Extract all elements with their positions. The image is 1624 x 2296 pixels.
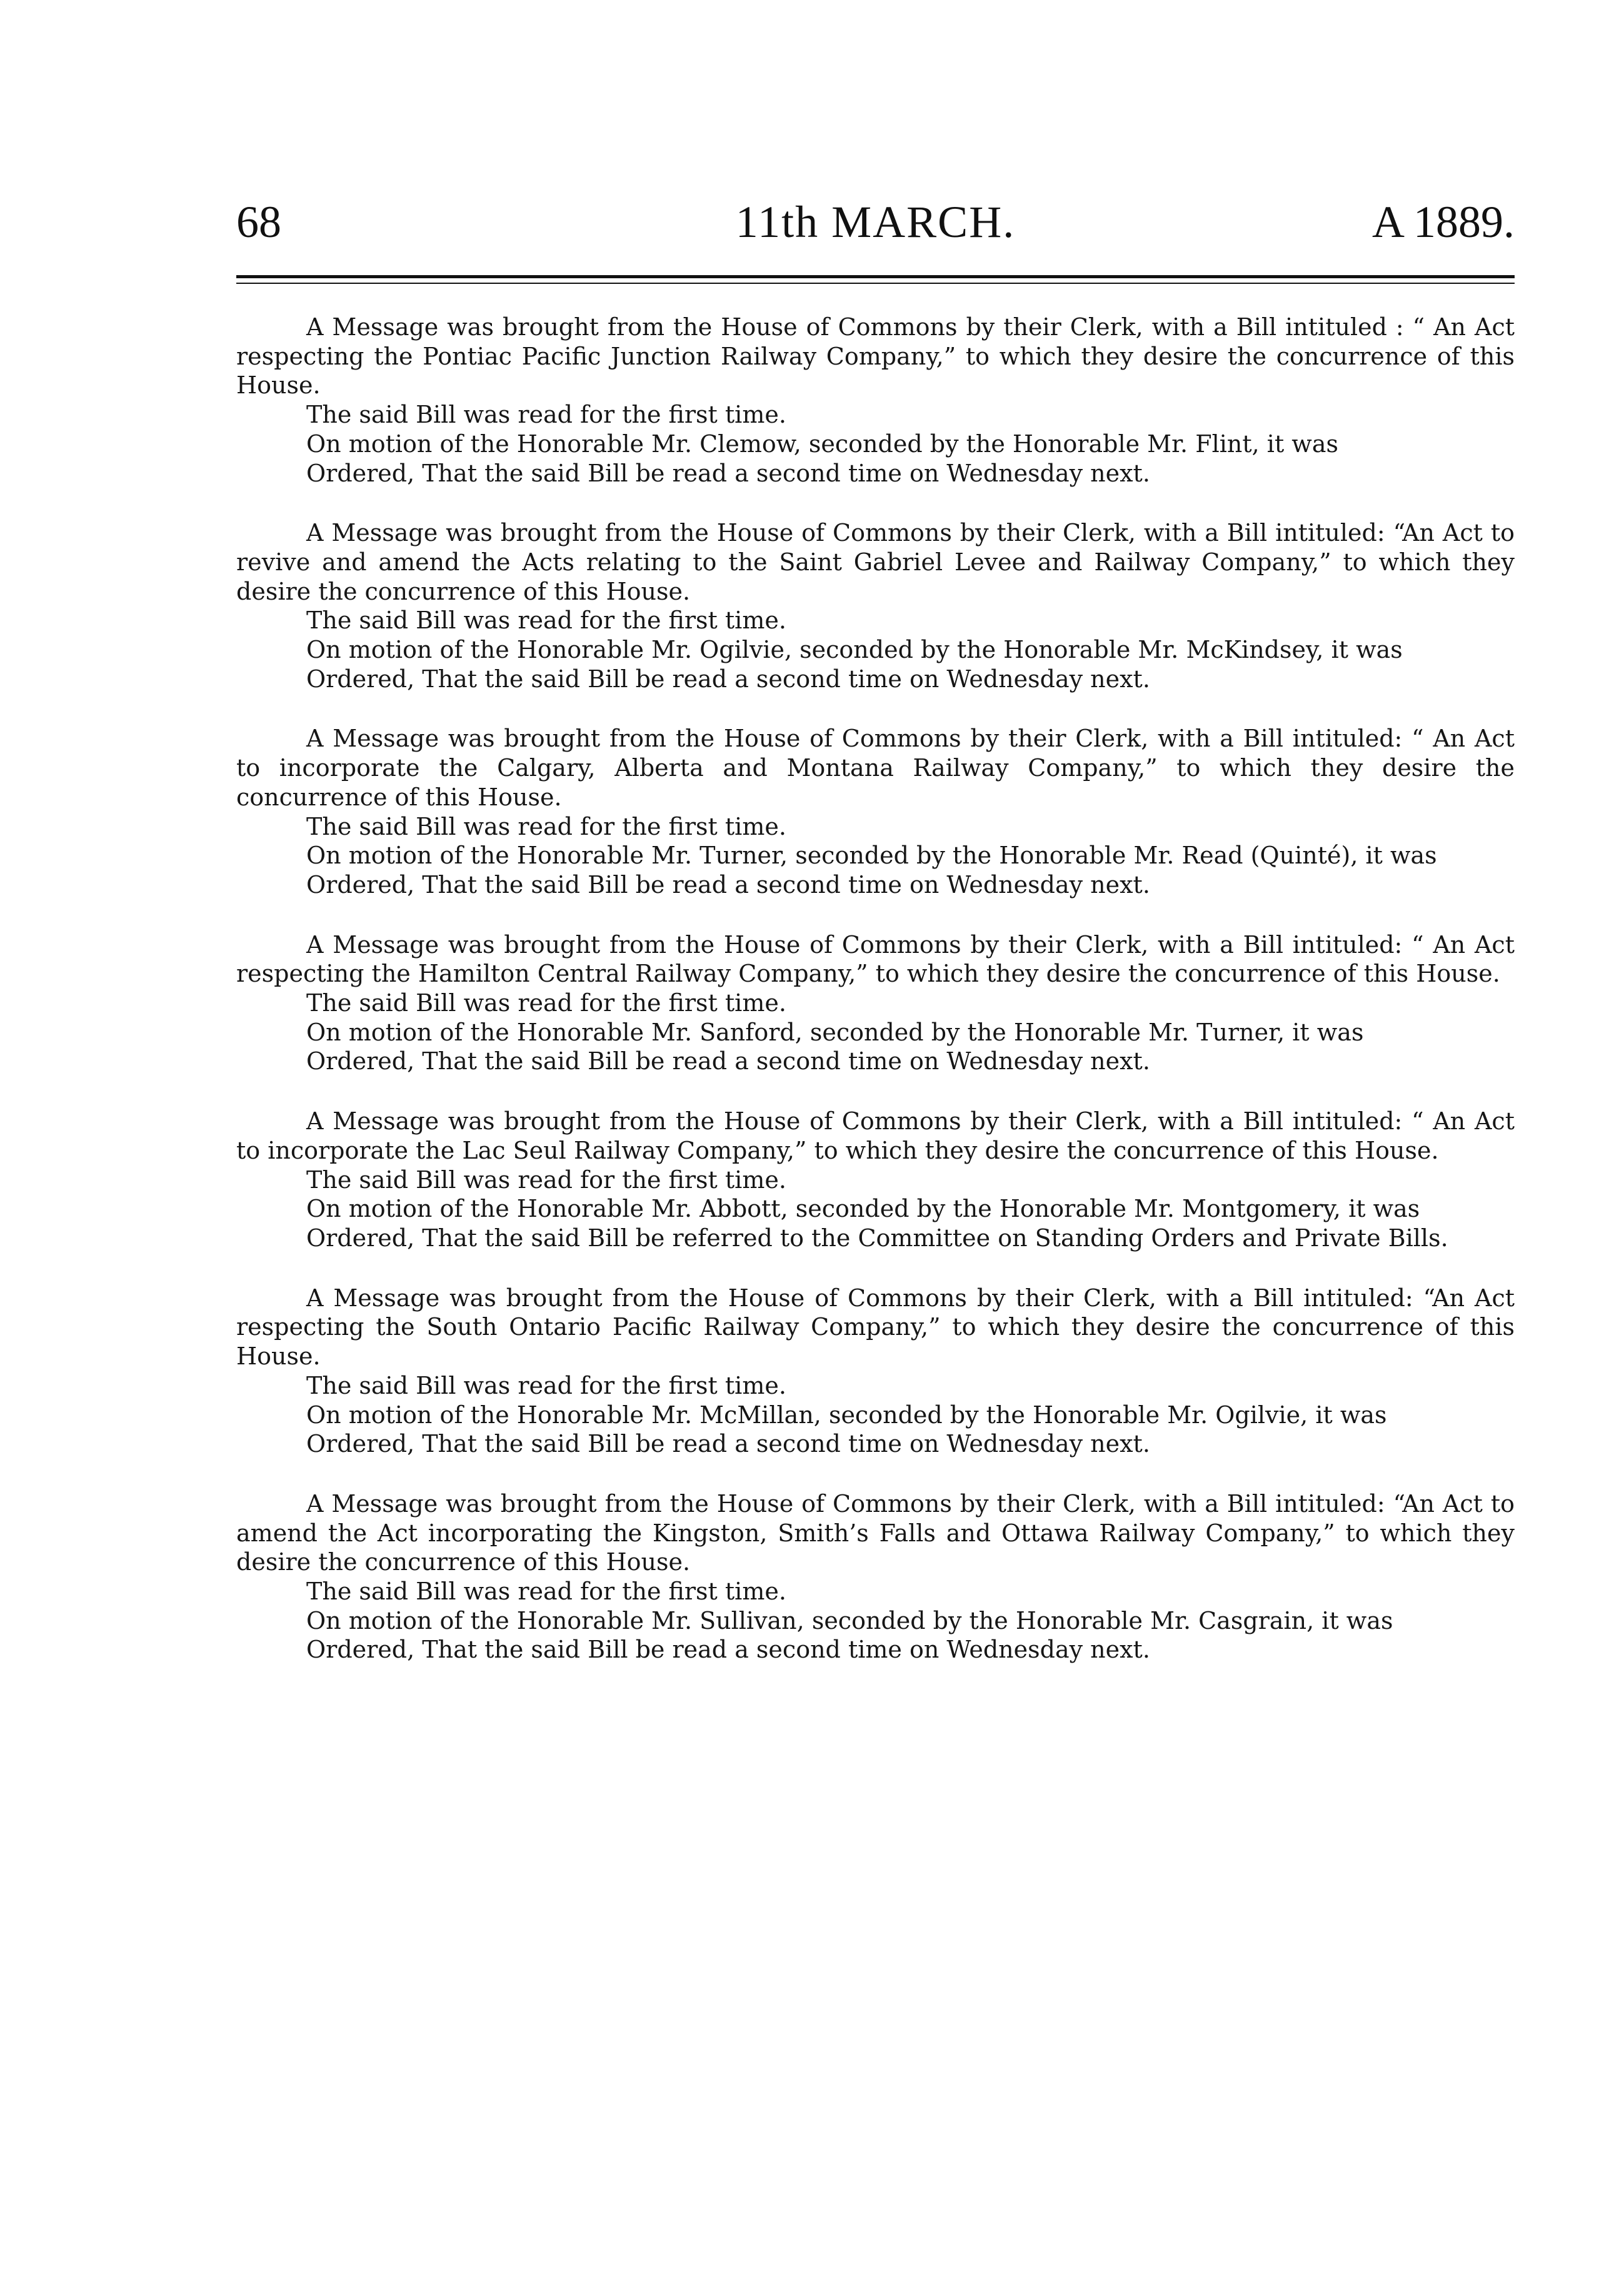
header-rule-thin <box>236 283 1515 284</box>
motion-paragraph: On motion of the Honorable Mr. Abbott, seconded by the Honorable Mr. Montgomery, it was <box>306 1195 1420 1223</box>
journal-entry <box>236 313 1515 488</box>
motion-paragraph: On motion of the Honorable Mr. Sullivan, seconded by the Honorable Mr. Casgrain, it was <box>306 1606 1393 1634</box>
message-paragraph: A Message was brought from the House of Commons by their Clerk, with a Bill intituled: “ An Act to incorporate the Lac Seul Railway Company,” to which they desire the concurrence of this House. <box>236 1107 1515 1164</box>
motion-paragraph: On motion of the Honorable Mr. Ogilvie, seconded by the Honorable Mr. McKindsey, it was <box>306 636 1403 664</box>
header-rule-thick <box>236 275 1515 278</box>
page-number: 68 <box>236 197 281 247</box>
order-paragraph: Ordered, That the said Bill be referred to the Committee on Standing Orders and Private Bills. <box>306 1224 1448 1252</box>
header-date: 11th MARCH. <box>735 197 1016 247</box>
journal-entry <box>236 1489 1515 1664</box>
order-paragraph: Ordered, That the said Bill be read a second time on Wednesday next. <box>306 1636 1150 1664</box>
message-paragraph: A Message was brought from the House of Commons by their Clerk, with a Bill intituled: “An Act to amend the Act incorporating the Kingston, Smith’s Falls and Ottawa Railway Company,” to which they desire the concurrence of this House. <box>236 1489 1515 1576</box>
order-paragraph: Ordered, That the said Bill be read a second time on Wednesday next. <box>306 459 1150 487</box>
message-paragraph: A Message was brought from the House of Commons by their Clerk, with a Bill intituled: “ An Act respecting the Hamilton Central Railway Company,” to which they desire the concurrence of this House. <box>236 930 1515 988</box>
first-reading-line: The said Bill was read for the first time. <box>306 989 786 1017</box>
order-paragraph: Ordered, That the said Bill be read a second time on Wednesday next. <box>306 1430 1150 1458</box>
order-paragraph: Ordered, That the said Bill be read a second time on Wednesday next. <box>306 1047 1150 1075</box>
first-reading-line: The said Bill was read for the first time. <box>306 607 786 635</box>
journal-entry <box>236 1284 1515 1459</box>
motion-paragraph: On motion of the Honorable Mr. McMillan, seconded by the Honorable Mr. Ogilvie, it was <box>306 1401 1387 1429</box>
motion-paragraph: On motion of the Honorable Mr. Clemow, seconded by the Honorable Mr. Flint, it was <box>306 430 1338 458</box>
first-reading-line: The said Bill was read for the first time. <box>306 1371 786 1399</box>
journal-entry <box>236 724 1515 899</box>
message-paragraph: A Message was brought from the House of Commons by their Clerk, with a Bill intituled: “An Act to revive and amend the Acts relating to the Saint Gabriel Levee and Railway Company,” to which they desire the concurrence of this House. <box>236 519 1515 605</box>
running-header <box>236 188 1515 256</box>
first-reading-line: The said Bill was read for the first time. <box>306 1166 786 1194</box>
journal-entry <box>236 1107 1515 1253</box>
first-reading-line: The said Bill was read for the first time. <box>306 401 786 429</box>
first-reading-line: The said Bill was read for the first time. <box>306 1578 786 1606</box>
message-paragraph: A Message was brought from the House of Commons by their Clerk, with a Bill intituled: “ An Act to incorporate the Calgary, Alberta and Montana Railway Company,” to which they desire the concurrence of this House. <box>236 725 1515 811</box>
message-paragraph: A Message was brought from the House of Commons by their Clerk, with a Bill intituled: “An Act respecting the South Ontario Pacific Railway Company,” to which they desire the concurrence of this House. <box>236 1284 1515 1371</box>
order-paragraph: Ordered, That the said Bill be read a second time on Wednesday next. <box>306 665 1150 693</box>
motion-paragraph: On motion of the Honorable Mr. Sanford, seconded by the Honorable Mr. Turner, it was <box>306 1018 1364 1046</box>
message-paragraph: A Message was brought from the House of Commons by their Clerk, with a Bill intituled : “ An Act respecting the Pontiac Pacific Junction Railway Company,” to which they desire the concurrence of this House. <box>236 313 1515 400</box>
journal-entry <box>236 930 1515 1077</box>
journal-body <box>236 313 1515 1664</box>
header-year: A 1889. <box>1371 197 1515 247</box>
order-paragraph: Ordered, That the said Bill be read a second time on Wednesday next. <box>306 870 1150 899</box>
motion-paragraph: On motion of the Honorable Mr. Turner, seconded by the Honorable Mr. Read (Quinté), it was <box>306 842 1437 870</box>
journal-entry <box>236 518 1515 693</box>
first-reading-line: The said Bill was read for the first time. <box>306 812 786 840</box>
